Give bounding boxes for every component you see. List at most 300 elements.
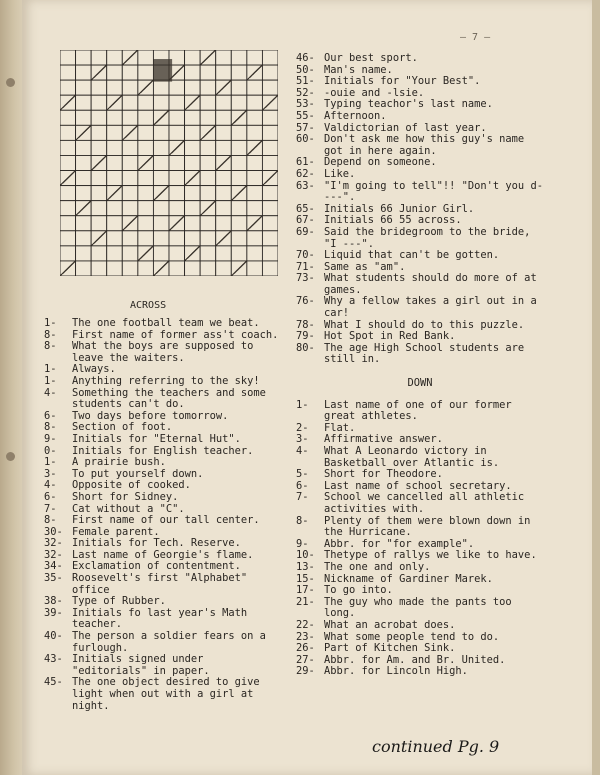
crossword-cell [231,155,247,170]
clue-row [44,515,284,527]
clue-number: 39- [44,606,63,619]
clue-text: Cat without a "C". [72,502,185,515]
clue-text: Initials 66 55 across. [324,214,462,227]
crossword-cell [60,140,76,155]
across-down-clues-column [296,53,544,678]
clue-text: Hot Spot in Red Bank. [324,330,456,343]
clue-text: Said the bridegroom to the bride, "I ---". [324,225,531,250]
clue-text: -ouie and -lsie. [324,86,425,99]
clue-text: What an acrobat does. [324,618,456,631]
clue-text: Two days before tomorrow. [72,409,229,422]
clue-number: 21- [296,595,315,608]
clue-row [296,169,544,181]
crossword-cell [91,80,107,95]
clue-text: First name of our tall center. [72,514,260,527]
crossword-cell [153,140,169,155]
clue-number: 80- [296,341,315,354]
clue-row [44,341,284,364]
crossword-cell [247,110,263,125]
crossword-cell [122,201,138,216]
crossword-cell [200,231,216,246]
clue-text: "I'm going to tell"!! "Don't you d----". [324,179,543,204]
clue-number: 22- [296,618,315,631]
clue-row [296,620,544,632]
clue-text: To put yourself down. [72,467,204,480]
crossword-cell [153,80,169,95]
crossword-cell [231,201,247,216]
crossword-cell [247,95,263,110]
clue-number: 32- [44,537,63,550]
cell-hatch [277,171,278,172]
crossword-cell [138,231,154,246]
crossword-cell [60,186,76,201]
clue-text: Don't ask me how this guy's name got in here again. [324,133,525,157]
crossword-cell [262,50,278,65]
crossword-cell [231,125,247,140]
crossword-cell [185,261,201,276]
clue-number: 26- [296,642,315,655]
clue-text: Plenty of them were blown down in the Hurricane. [324,514,531,539]
crossword-cell [76,80,92,95]
crossword-cell [107,201,123,216]
crossword-cell [169,246,185,261]
clue-text: What A Leonardo victory in Basketball over Atlantic is. [324,445,500,469]
across-clues-column [44,318,284,712]
crossword-cell [107,80,123,95]
crossword-cell [200,140,216,155]
clue-text: Nickname of Gardiner Marek. [324,572,493,585]
clue-row [296,296,544,319]
crossword-cell [169,155,185,170]
clue-number: 35- [44,572,63,585]
crossword-cell [107,110,123,125]
crossword-cell [91,201,107,216]
clue-text: Last name of one of our former great athletes. [324,398,512,423]
crossword-cell [262,261,278,276]
punch-hole [6,78,15,87]
clue-number: 0- [44,444,57,457]
crossword-cell [185,50,201,65]
crossword-cell [153,125,169,140]
clue-row [44,631,284,654]
clue-number: 71- [296,260,315,273]
crossword-cell [216,110,232,125]
crossword-cell [60,231,76,246]
crossword-cell [216,125,232,140]
crossword-cell [91,110,107,125]
clue-text: Part of Kitchen Sink. [324,642,456,655]
crossword-cell [60,50,76,65]
clue-text: Last name of Georgie's flame. [72,548,254,561]
crossword-cell [247,125,263,140]
crossword-cell [262,246,278,261]
crossword-cell [231,140,247,155]
clue-row [44,677,284,712]
clue-text: Initials 66 Junior Girl. [324,202,475,215]
clue-number: 23- [296,630,315,643]
clue-row [296,111,544,123]
clue-text: Initials for "Your Best". [324,75,481,88]
crossword-cell [185,186,201,201]
crossword-cell [107,246,123,261]
clue-number: 8- [44,328,57,341]
crossword-cell [138,171,154,186]
crossword-cell [122,140,138,155]
crossword-cell [185,65,201,80]
clue-number: 7- [44,502,57,515]
crossword-cell [262,216,278,231]
clue-row [296,585,544,597]
clue-number: 76- [296,295,315,308]
crossword-cell [107,261,123,276]
crossword-cell [200,65,216,80]
clue-number: 7- [296,491,309,504]
clue-text: Section of foot. [72,421,173,434]
clue-row [296,492,544,515]
clue-row [296,250,544,262]
crossword-cell [216,261,232,276]
clue-number: 53- [296,98,315,111]
clue-text: What the boys are supposed to leave the waiters. [72,340,254,364]
crossword-cell [262,110,278,125]
crossword-cell [200,155,216,170]
crossword-cell [231,216,247,231]
crossword-cell [200,80,216,95]
crossword-cell [247,80,263,95]
crossword-cell [60,201,76,216]
crossword-cell [76,261,92,276]
crossword-cell [262,155,278,170]
crossword-cell [153,231,169,246]
crossword-cell [262,186,278,201]
crossword-cell [122,155,138,170]
clue-text: The person a soldier fears on a furlough. [72,630,266,654]
clue-text: Initials for "Eternal Hut". [72,432,241,445]
clue-text: Last name of school secretary. [324,479,512,492]
crossword-cell [169,110,185,125]
clue-row [44,376,284,388]
clue-text: Afternoon. [324,109,387,122]
clue-row [296,446,544,469]
crossword-cell [91,261,107,276]
clue-text: Initials for English teacher. [72,444,254,457]
crossword-cell [185,155,201,170]
clue-number: 67- [296,214,315,227]
crossword-cell [138,65,154,80]
clue-number: 8- [296,514,309,527]
crossword-cell [153,155,169,170]
clue-text: The one object desired to give light when out with a girl at night. [72,676,260,712]
clue-text: Abbr. for Lincoln High. [324,665,468,678]
clue-text: Short for Sidney. [72,490,179,503]
crossword-cell [91,140,107,155]
crossword-grid [60,50,278,276]
crossword-cell [91,50,107,65]
clue-number: 15- [296,572,315,585]
crossword-cell [169,231,185,246]
handwritten-note: continued Pg. 9 [372,737,500,756]
crossword-cell [138,201,154,216]
clue-row [296,53,544,65]
clue-number: 55- [296,109,315,122]
clue-number: 5- [296,468,309,481]
clue-row [296,227,544,250]
clue-row [296,643,544,655]
crossword-cell [60,246,76,261]
clue-text: The guy who made the pants too long. [324,595,512,620]
clue-text: Exclamation of contentment. [72,560,241,573]
clue-number: 13- [296,560,315,573]
clue-text: Type of Rubber. [72,595,166,608]
crossword-svg [60,50,278,276]
clue-number: 52- [296,86,315,99]
clue-text: The age High School students are still in. [324,341,525,366]
clue-text: Abbr. for Am. and Br. United. [324,653,506,666]
crossword-cell [91,246,107,261]
crossword-cell [60,80,76,95]
crossword-cell [169,261,185,276]
clue-text: A prairie bush. [72,456,166,469]
crossword-cell [216,186,232,201]
crossword-cell [216,50,232,65]
crossword-cell [185,201,201,216]
clue-number: 9- [44,432,57,445]
clue-text: What students should do more of at games. [324,272,537,296]
crossword-cell [247,261,263,276]
crossword-cell [76,231,92,246]
clue-row [44,388,284,411]
clue-text: School we cancelled all athletic activities with. [324,491,525,515]
crossword-cell [169,201,185,216]
crossword-cell [122,246,138,261]
clue-text: Anything referring to the sky! [72,374,260,387]
crossword-cell [91,95,107,110]
clue-row [296,181,544,204]
crossword-cell [185,80,201,95]
crossword-cell [60,65,76,80]
crossword-cell [247,246,263,261]
crossword-cell [91,216,107,231]
clue-number: 45- [44,676,63,689]
down-heading: DOWN [407,377,433,390]
clue-number: 78- [296,318,315,331]
clue-number: 32- [44,548,63,561]
clue-text: Why a fellow takes a girl out in a car! [324,295,537,320]
crossword-cell [231,231,247,246]
crossword-cell [122,261,138,276]
crossword-cell [138,261,154,276]
crossword-cell [76,171,92,186]
cell-hatch [277,95,278,96]
clue-number: 8- [44,340,57,353]
crossword-cell [231,80,247,95]
clue-number: 29- [296,665,315,678]
crossword-cell [216,65,232,80]
crossword-cell [200,186,216,201]
crossword-cell [122,110,138,125]
crossword-cell [76,186,92,201]
clue-number: 65- [296,202,315,215]
clue-number: 17- [296,584,315,597]
clue-text: Initials for Tech. Reserve. [72,537,241,550]
crossword-cell [262,140,278,155]
clue-number: 1- [296,398,309,411]
clue-text: Like. [324,167,356,180]
crossword-cell [169,171,185,186]
crossword-cell [122,65,138,80]
page-binding [0,0,22,775]
crossword-cell [169,125,185,140]
crossword-cell [138,125,154,140]
clue-row [296,597,544,620]
clue-text: Our best sport. [324,52,418,64]
crossword-cell [262,201,278,216]
crossword-cell [153,95,169,110]
clue-number: 2- [296,421,309,434]
clue-text: Valdictorian of last year. [324,121,487,134]
crossword-cell [231,65,247,80]
clue-number: 50- [296,63,315,76]
crossword-cell [216,201,232,216]
clue-number: 3- [296,433,309,446]
crossword-cell [247,171,263,186]
crossword-cell [200,261,216,276]
clue-text: Something the teachers and some students can't do. [72,386,266,411]
crossword-cell [216,216,232,231]
clue-text: What I should do to this puzzle. [324,318,525,331]
crossword-cell [138,140,154,155]
crossword-cell [231,95,247,110]
clue-row [296,666,544,678]
clue-text: Abbr. for "for example". [324,537,475,550]
clue-text: Female parent. [72,525,160,538]
clue-number: 70- [296,249,315,262]
crossword-cell [262,125,278,140]
crossword-cell [200,246,216,261]
clue-number: 1- [44,317,57,329]
clue-number: 10- [296,549,315,562]
crossword-cell [91,186,107,201]
crossword-cell [138,186,154,201]
crossword-cell [153,171,169,186]
crossword-cell [122,186,138,201]
clue-row [44,434,284,446]
crossword-cell [76,155,92,170]
page-number: — 7 — [460,32,491,43]
clue-number: 38- [44,595,63,608]
clue-text: Short for Theodore. [324,468,443,481]
across-heading: ACROSS [130,300,167,311]
crossword-cell [185,140,201,155]
clue-number: 69- [296,225,315,238]
crossword-cell [200,171,216,186]
clue-text: Affirmative answer. [324,433,443,446]
clue-text: Thetype of rallys we like to have. [324,549,537,562]
crossword-cell [153,216,169,231]
clue-number: 27- [296,653,315,666]
crossword-cell [262,65,278,80]
clue-row [296,273,544,296]
clue-text: The one and only. [324,560,431,573]
clue-number: 4- [44,479,57,492]
clue-number: 1- [44,456,57,469]
clue-text: Roosevelt's first "Alphabet" office [72,572,248,596]
clue-number: 1- [44,374,57,387]
clue-text: Opposite of cooked. [72,479,191,492]
clue-text: Liquid that can't be gotten. [324,249,500,262]
crossword-cell [216,246,232,261]
clue-row [44,457,284,469]
clue-number: 40- [44,630,63,643]
crossword-cell [76,65,92,80]
crossword-cell [107,231,123,246]
clue-row [44,608,284,631]
crossword-cell [138,216,154,231]
clue-number: 4- [44,386,57,399]
crossword-cell [76,140,92,155]
crossword-cell [138,50,154,65]
clue-text: To go into. [324,584,393,597]
crossword-cell [60,155,76,170]
crossword-cell [76,216,92,231]
crossword-cell [138,95,154,110]
crossword-cell [169,186,185,201]
clue-row [44,573,284,596]
clue-text: Same as "am". [324,260,406,273]
crossword-cell [216,95,232,110]
crossword-cell [107,125,123,140]
crossword-cell [107,140,123,155]
clue-row [296,134,544,157]
clue-row [44,492,284,504]
crossword-cell [185,110,201,125]
clue-row [296,516,544,539]
crossword-cell [247,50,263,65]
clue-number: 46- [296,52,315,64]
crossword-cell [216,171,232,186]
clue-row [296,400,544,423]
crossword-cell [60,216,76,231]
page-edge [592,0,600,775]
clue-number: 79- [296,330,315,343]
crossword-cell [262,80,278,95]
clue-number: 6- [44,409,57,422]
clue-text: Flat. [324,421,356,434]
crossword-cell [91,171,107,186]
clue-text: Man's name. [324,63,393,76]
crossword-cell [122,171,138,186]
clue-row [44,318,284,330]
crossword-cell [107,216,123,231]
clue-number: 62- [296,167,315,180]
crossword-cell [169,80,185,95]
clue-text: First name of former ass't coach. [72,328,279,341]
crossword-cell [185,216,201,231]
clue-number: 34- [44,560,63,573]
crossword-cell [200,95,216,110]
crossword-cell [60,110,76,125]
crossword-cell [185,125,201,140]
crossword-cell [216,140,232,155]
clue-number: 8- [44,421,57,434]
crossword-cell [122,80,138,95]
crossword-cell [138,110,154,125]
crossword-cell [107,155,123,170]
clue-number: 43- [44,653,63,666]
clue-number: 51- [296,75,315,88]
clue-number: 6- [296,479,309,492]
clue-number: 60- [296,133,315,146]
